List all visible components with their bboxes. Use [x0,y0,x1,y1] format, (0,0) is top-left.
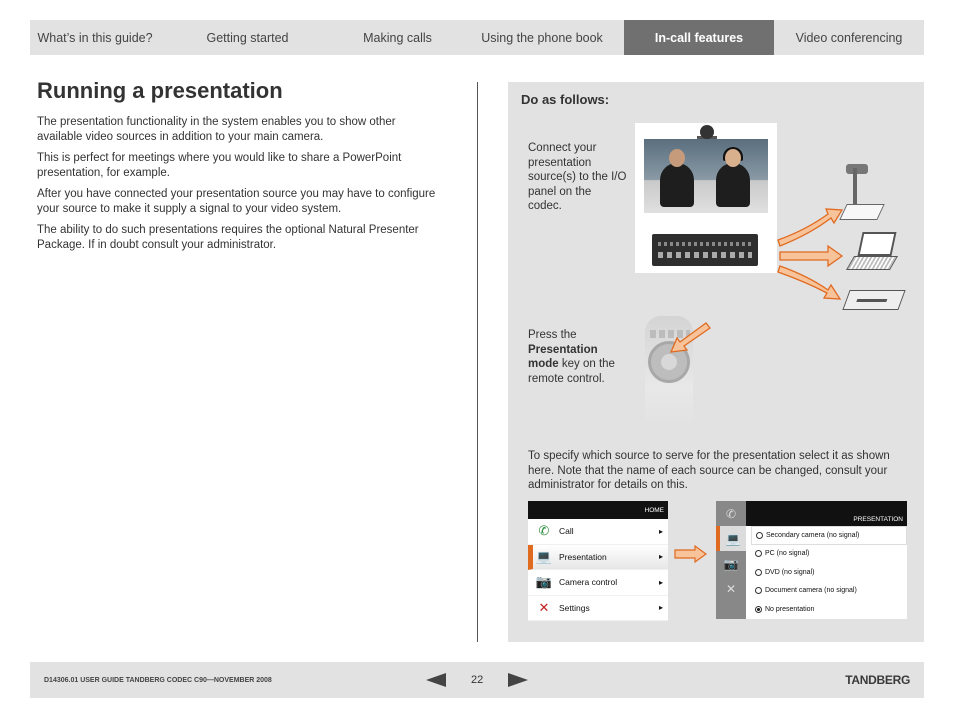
next-page-arrow-icon[interactable] [508,673,528,687]
radio-button [755,569,762,576]
radio-button [755,550,762,557]
column-divider [477,82,478,642]
home-menu-header: HOME [528,501,668,519]
source-option-label: Document camera (no signal) [765,587,857,595]
intro-text [37,115,437,259]
presentation-menu-header: PRESENTATION [746,501,907,526]
menu-item-label: Presentation [559,551,607,562]
home-menu [528,501,668,621]
tools-icon: ✕ [725,581,737,596]
laptop-keyboard [846,256,898,270]
menu-transition-arrow [673,545,709,563]
radio-button [756,532,763,539]
chevron-right-icon: ▸ [658,603,663,613]
menu-item-label: Camera control [559,577,618,588]
menu-item-call[interactable] [528,519,668,545]
tab-using-the-phone-book[interactable]: Using the phone book [481,30,603,45]
laptop-icon: 💻 [535,548,553,564]
document-camera-base [839,204,884,220]
step2-outro: key on the remote control. [528,358,615,385]
source-option-label: PC (no signal) [765,550,810,558]
radio-button-selected [755,606,762,613]
document-camera-arm [853,168,857,204]
paragraph: The presentation functionality in the system enables you to show other available video sources in addition to your main camera. [37,116,396,143]
chevron-right-icon: ▸ [658,577,663,587]
source-option-label: Secondary camera (no signal) [766,531,860,539]
footer [30,662,924,698]
source-option-pc[interactable] [751,545,907,564]
chevron-right-icon: ▸ [658,552,663,562]
codec-unit-icon [652,234,758,266]
participant-figure [660,163,694,207]
presentation-source-list [751,526,907,619]
document-reference: D14306.01 USER GUIDE TANDBERG CODEC C90—NOVEMBER 2008 [44,677,272,684]
brand-logo: TANDBERG [845,673,910,687]
connection-arrows [770,190,850,310]
tab-in-call-features[interactable]: In-call features [624,20,774,55]
laptop-icon: 💻 [716,526,746,551]
step-select-source-text: To specify which source to serve for the presentation select it as shown here. Note that the name of each source can be changed, consult your administrator for details on this. [528,450,890,491]
dvd-player-icon [842,290,905,310]
paragraph: This is perfect for meetings where you would like to share a PowerPoint presentation, for example. [37,152,402,179]
laptop-icon [857,232,896,256]
arrow-to-document-camera [778,209,842,246]
monitor-screen [644,139,768,213]
source-option-secondary-camera[interactable] [751,526,907,545]
tab-video-conferencing[interactable]: Video conferencing [795,30,903,45]
presentation-menu-sidebar [716,501,746,619]
camera-icon [700,125,714,139]
camera-icon: 📷 [723,556,739,571]
camera-icon: 📷 [535,574,553,590]
previous-page-arrow-icon[interactable] [426,673,446,687]
step-connect-text: Connect your presentation source(s) to the I/O panel on the codec. [528,142,627,212]
menu-item-label: Settings [559,602,590,613]
source-option-label: No presentation [765,605,815,613]
presentation-key-arrow [666,320,712,356]
tools-icon: ✕ [538,599,550,615]
source-option-dvd[interactable] [751,563,907,582]
step2-intro: Press the [528,329,577,341]
arrow-to-dvd-player [778,266,840,299]
paragraph: The ability to do such presentations requires the optional Natural Presenter Package. If in doubt consult your administrator. [37,224,419,251]
tab-getting-started[interactable]: Getting started [206,30,289,45]
paragraph: After you have connected your presentation source you may have to configure your source to make it supply a signal to your video system. [37,188,436,215]
arrow-to-laptop [780,246,842,266]
tab-making-calls[interactable]: Making calls [363,30,432,45]
menu-item-settings[interactable] [528,596,668,622]
source-option-label: DVD (no signal) [765,568,815,576]
presentation-mode-key-label: Presentation mode [528,343,598,370]
menu-item-presentation[interactable] [528,545,668,571]
menu-item-camera-control[interactable] [528,570,668,596]
phone-icon: ✆ [725,506,737,521]
remote-ok-button [661,354,677,370]
panel-heading: Do as follows: [521,92,610,107]
top-navigation [30,20,924,55]
participant-figure [716,163,750,207]
document-camera-icon [846,164,868,174]
radio-button [755,587,762,594]
chevron-right-icon: ▸ [658,526,663,536]
source-option-no-presentation[interactable] [751,600,907,619]
step-press-key-text [528,328,628,386]
page-title: Running a presentation [37,78,283,103]
menu-item-label: Call [559,526,574,537]
source-option-document-camera[interactable] [751,582,907,601]
tab-whats-in-this-guide[interactable]: What’s in this guide? [37,30,153,45]
page-number: 22 [471,674,484,686]
phone-icon: ✆ [538,523,550,539]
